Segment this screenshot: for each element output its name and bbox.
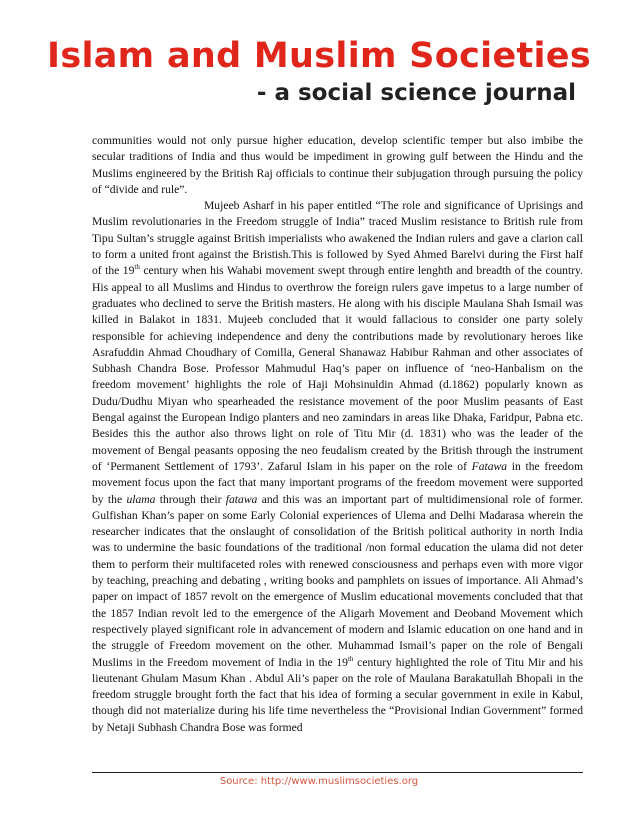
text-run: through their	[155, 492, 226, 506]
footer-divider	[92, 772, 583, 773]
paragraph-mujeeb-asharf	[92, 198, 583, 736]
italic-term: ulama	[126, 492, 156, 506]
superscript: th	[347, 654, 354, 663]
superscript: th	[134, 263, 140, 272]
paragraph-continuation: communities would not only pursue higher education, develop scientific temper but also imbibe the secular traditions of India and thus would be impediment in growing gulf between the Hindu and the Muslims engineered by the British Raj officials to continue their subjugation through pursuing the policy of “divide and rule”.	[92, 134, 583, 196]
journal-subtitle: - a social science journal	[256, 80, 576, 106]
text-run: in the freedom movement focus upon the fact that many important programs of the freedom movement were supported by the	[92, 459, 583, 506]
text-run: and this was an important part of multidimensional role of former. Gulfishan Khan’s paper on some Early Colonial experiences of Ulema and Delhi Madarasa wherein the researcher indicates that the onslaught of consolidation of the British political authority in north India was to undermine the basic foundations of the traditional /non formal education the ulama did not deter them to perform their multifaceted roles with renewed consciousness and perhaps even with more vigor by teaching, preaching and debating , writing books and pamphlets on issues of importance. Ali Ahmad’s paper on impact of 1857 revolt on the emergence of Muslim educational movements concluded that that the 1857 Indian revolt led to the emergence of the Aligarh Movement and Deoband Movement which respectively played significant role in advancement of modern and Islamic education on one hand and in the struggle of Freedom movement on the other. Muhammad Ismail’s paper on the role of Bengali Muslims in the Freedom movement of India in the 19	[92, 492, 583, 669]
text-run: Mujeeb Asharf in his paper entitled “The role and significance of Uprisings and Muslim revolutionaries in the Freedom struggle of India” traced Muslim resistance to British rule from Tipu Sultan’s struggle against British imperialists who awakened the Indian rulers and gave a clarion call to form a united front against the Bristish.This is followed by Syed Ahmed Barelvi during the First half of the 19	[92, 199, 583, 278]
text-run: century highlighted the role of Titu Mir and his lieutenant Ghulam Masum Khan . Abdul Ali’s paper on the role of Maulana Barakatullah Bhopali in the freedom struggle brought forth the fact that his idea of forming a secular government in exile in Kabul, though did not materialize during his life time nevertheless the “Provisional Indian Government” formed by Netaji Subhash Chandra Bose was formed	[92, 655, 583, 734]
italic-term: Fatawa	[471, 459, 508, 473]
text-run: century when his Wahabi movement swept through entire lenghth and breadth of the country. His appeal to all Muslims and Hindus to overthrow the foreign rulers gave impetus to a large number of graduates who declined to serve the British masters. He along with his disciple Maulana Shah Ismail was killed in Balakot in 1831. Mujeeb concluded that it would fallacious to consider one party solely responsible for achieving independence and deny the contributions made by revolutionary heroes like Asrafuddin Ahmad Choudhary of Comilla, General Shanawaz Habibur Rahman and other associates of Subhash Chandra Bose. Professor Mahmudul Haq’s paper on influence of ‘neo-Hanbalism on the freedom movement’ highlights the role of Haji Mohsinuldin Ahmad (d.1862) popularly known as Dudu/Dudhu Miyan who spearheaded the resistance movement of the poor Muslim peasants of East Bengal against the European Indigo planters and neo zamindars in areas like Dhaka, Faridpur, Pabna etc. Besides this the author also throws light on role of Titu Mir (d. 1831) who was the leader of the movement of Bengal peasants opposing the neo feudalism created by the British through the instrument of ‘Permanent Settlement of 1793’. Zafarul Islam in his paper on the role of	[92, 264, 583, 473]
article-body	[92, 133, 583, 736]
italic-term: fatawa	[225, 492, 258, 506]
journal-title: Islam and Muslim Societies	[47, 36, 591, 76]
footer-source-link[interactable]: Source: http://www.muslimsocieties.org	[219, 776, 419, 787]
